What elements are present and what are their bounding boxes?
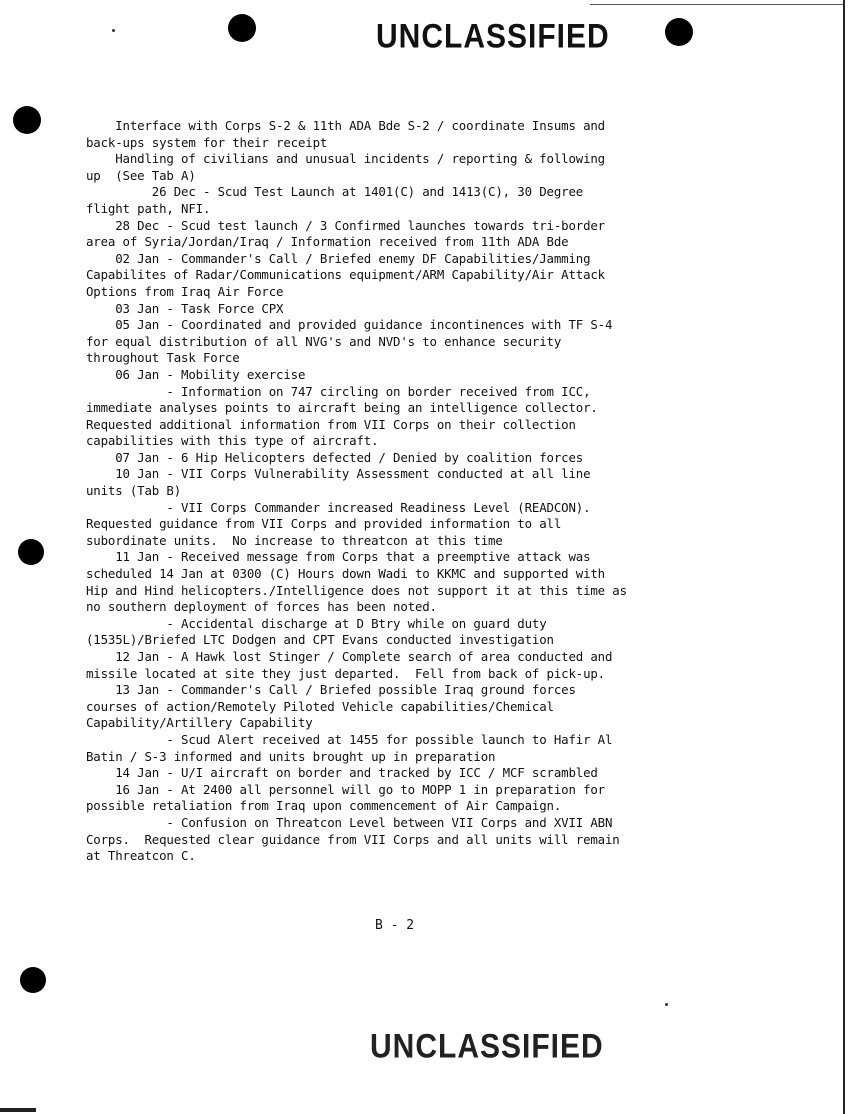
text-line: back-ups system for their receipt [86, 134, 328, 150]
scan-edge-line [590, 4, 843, 5]
text-line: 16 Jan - At 2400 all personnel will go to MOPP 1 in preparation for [86, 781, 605, 797]
text-line: immediate analyses points to aircraft being an intelligence collector. [86, 400, 598, 416]
text-line: Interface with Corps S-2 & 11th ADA Bde S-2 / coordinate Insums and [86, 118, 605, 133]
classification-stamp-top: UNCLASSIFIED [376, 17, 610, 56]
text-line: throughout Task Force [86, 350, 240, 366]
text-line: Requested additional information from VII Corps on their collection [86, 416, 576, 432]
text-line: 13 Jan - Commander's Call / Briefed possible Iraq ground forces [86, 682, 576, 698]
text-line: units (Tab B) [86, 483, 182, 499]
text-line: 11 Jan - Received message from Corps that a preemptive attack was [86, 549, 591, 565]
punch-hole-left-upper [13, 106, 41, 134]
page-number: B - 2 [375, 918, 415, 933]
text-line: 05 Jan - Coordinated and provided guidance incontinences with TF S-4 [86, 317, 613, 333]
text-line: Corps. Requested clear guidance from VII Corps and all units will remain [86, 831, 620, 847]
text-line: courses of action/Remotely Piloted Vehicle capabilities/Chemical [86, 698, 554, 714]
text-line: - Confusion on Threatcon Level between VII Corps and XVII ABN [86, 814, 613, 830]
text-line: (1535L)/Briefed LTC Dodgen and CPT Evans conducted investigation [86, 632, 554, 648]
punch-hole-left-lower [20, 967, 46, 993]
punch-hole-top-left [228, 14, 256, 42]
text-line: no southern deployment of forces has been noted. [86, 599, 437, 615]
text-line: capabilities with this type of aircraft. [86, 433, 379, 449]
text-line: Batin / S-3 informed and units brought up in preparation [86, 748, 496, 764]
text-line: 10 Jan - VII Corps Vulnerability Assessment conducted at all line [86, 466, 591, 482]
text-line: 12 Jan - A Hawk lost Stinger / Complete search of area conducted and [86, 649, 613, 664]
scan-edge-right [843, 0, 845, 1114]
classification-stamp-bottom: UNCLASSIFIED [370, 1027, 604, 1066]
text-line: Requested guidance from VII Corps and provided information to all [86, 516, 562, 532]
speck-mark [112, 29, 115, 32]
text-line: area of Syria/Jordan/Iraq / Information received from 11th ADA Bde [86, 234, 569, 250]
text-line: subordinate units. No increase to threatcon at this time [86, 532, 503, 548]
document-body [86, 118, 726, 865]
text-line: - Accidental discharge at D Btry while on guard duty [86, 615, 547, 631]
scan-edge-bottom [0, 1108, 36, 1112]
text-line: at Threatcon C. [86, 848, 196, 864]
text-line: 02 Jan - Commander's Call / Briefed enemy DF Capabilities/Jamming [86, 250, 591, 266]
text-line: 14 Jan - U/I aircraft on border and tracked by ICC / MCF scrambled [86, 765, 598, 781]
text-line: Hip and Hind helicopters./Intelligence does not support it at this time as [86, 582, 627, 598]
text-line: 06 Jan - Mobility exercise [86, 366, 306, 382]
text-line: Capability/Artillery Capability [86, 715, 313, 731]
text-line: flight path, NFI. [86, 200, 211, 216]
text-line: 26 Dec - Scud Test Launch at 1401(C) and 1413(C), 30 Degree [86, 184, 584, 200]
text-line: possible retaliation from Iraq upon commencement of Air Campaign. [86, 798, 562, 814]
text-line: scheduled 14 Jan at 0300 (C) Hours down Wadi to KKMC and supported with [86, 566, 605, 582]
text-line: up (See Tab A) [86, 167, 196, 183]
text-line: missile located at site they just departed. Fell from back of pick-up. [86, 665, 605, 681]
text-line: 07 Jan - 6 Hip Helicopters defected / Denied by coalition forces [86, 449, 584, 465]
text-line: 28 Dec - Scud test launch / 3 Confirmed launches towards tri-border [86, 217, 605, 233]
text-line: Capabilites of Radar/Communications equipment/ARM Capability/Air Attack [86, 267, 605, 283]
text-line: Handling of civilians and unusual incidents / reporting & following [86, 151, 605, 167]
punch-hole-top-right [665, 18, 693, 46]
text-line: Options from Iraq Air Force [86, 283, 284, 299]
text-line: - VII Corps Commander increased Readiness Level (READCON). [86, 499, 591, 515]
punch-hole-left-middle [18, 539, 44, 565]
text-line: 03 Jan - Task Force CPX [86, 300, 284, 316]
text-line: for equal distribution of all NVG's and NVD's to enhance security [86, 333, 562, 349]
text-line: - Scud Alert received at 1455 for possible launch to Hafir Al [86, 731, 613, 747]
text-line: - Information on 747 circling on border received from ICC, [86, 383, 591, 399]
speck-mark [665, 1003, 668, 1006]
